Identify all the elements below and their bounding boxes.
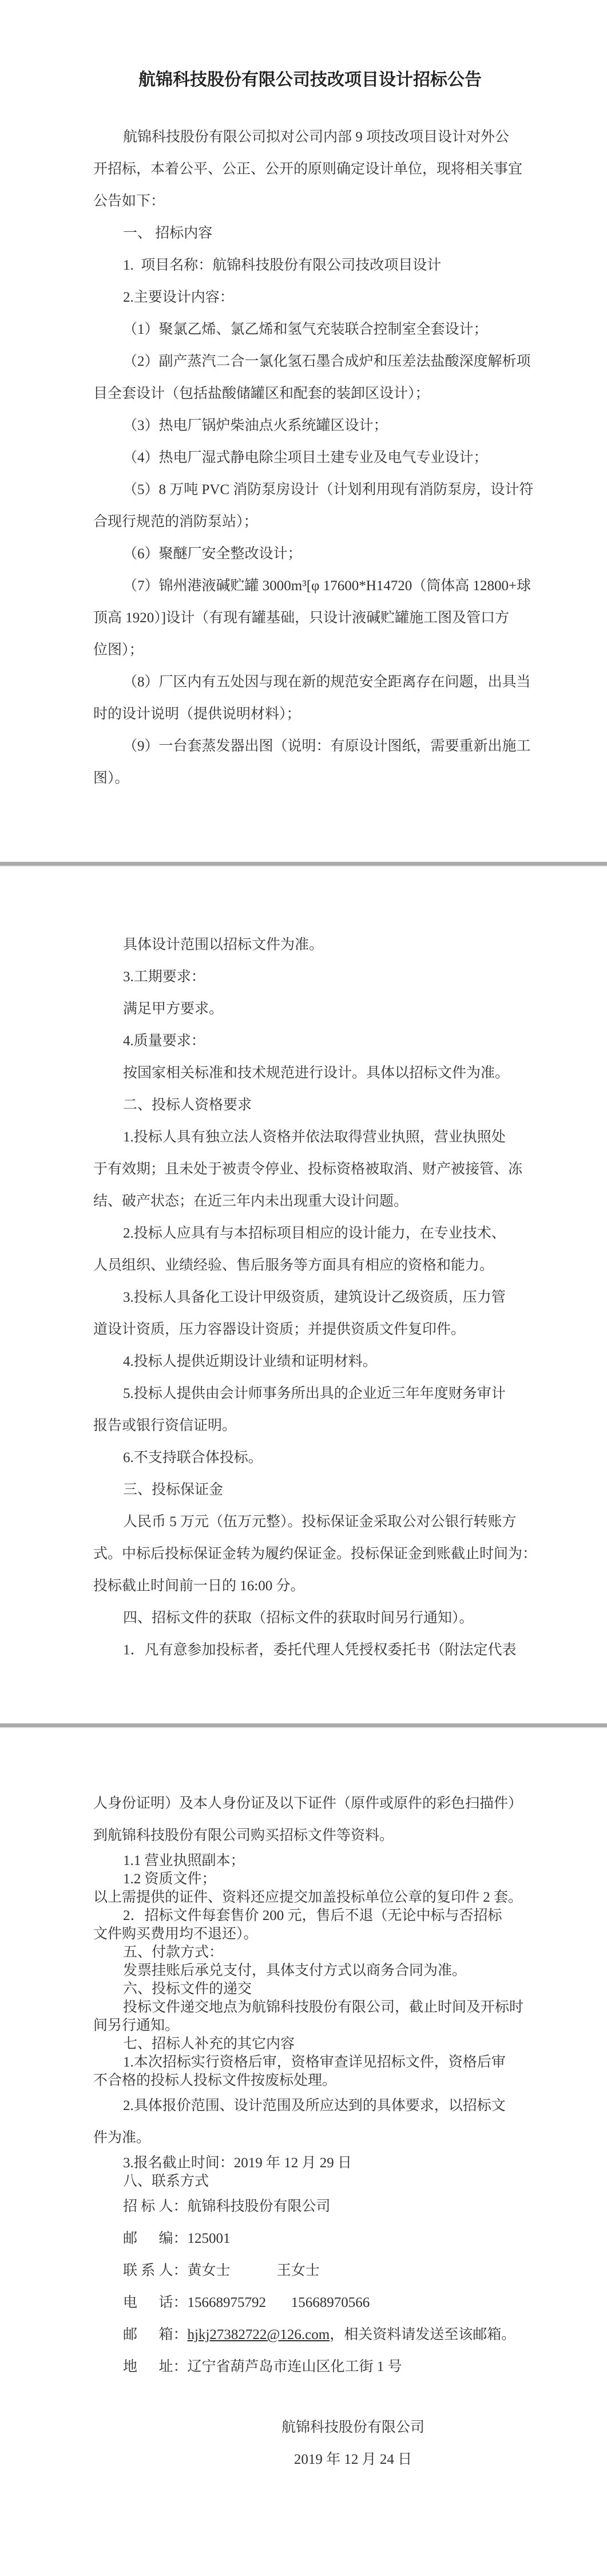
page-separator: [0, 1723, 607, 1728]
text-line: 1.1 营业执照副本；: [123, 1853, 245, 1868]
document-page-1: [0, 0, 607, 862]
text-line: 具体设计范围以招标文件为准。: [123, 937, 324, 953]
text-line: （1）聚氯乙烯、氯乙烯和氢气充装联合控制室全套设计；: [123, 322, 488, 337]
text-line: 2．招标文件每套售价 200 元，售后不退（无论中标与否招标: [123, 1908, 502, 1923]
text-line: 6.不支持联合体投标。: [123, 1450, 263, 1465]
vertical-spacer: [93, 2383, 527, 2412]
page-separator: [0, 862, 607, 867]
text-line: 人身份证明）及本人身份证及以下证件（原件或原件的彩色扫描件）: [93, 1796, 523, 1811]
text-line: 2.主要设计内容：: [123, 290, 234, 305]
text-line: 于有效期；且未处于被责令停业、投标资格被取消、财产被接管、冻: [93, 1161, 523, 1177]
document-page-2: [0, 867, 607, 1723]
text-line: 位图）；: [93, 642, 144, 658]
text-line: 1.2 资质文件；: [123, 1871, 216, 1887]
contact-person-line: 联 系 人：黄女士 王女士: [123, 2263, 320, 2278]
text-line: 2.具体报价范围、设计范围及所应达到的具体要求，以招标文: [123, 2098, 506, 2113]
email-text: hjkj27382722@126.com: [187, 2327, 330, 2342]
text-line: 顶高 1920）]设计（有现有罐基础，只设计液碱贮罐施工图及管口方: [93, 610, 510, 626]
section-4-heading: 四、招标文件的获取（招标文件的获取时间另行通知）。: [123, 1610, 474, 1626]
text-line: 道设计资质，压力容器设计资质；并提供资质文件复印件。: [93, 1322, 466, 1337]
text-line: 合现行规范的消防泵站）；: [93, 514, 258, 530]
text-line: 到航锦科技股份有限公司购买招标文件等资料。: [93, 1828, 394, 1843]
text-line: 1.投标人具有独立法人资格并依法取得营业执照，营业执照处: [123, 1129, 506, 1145]
text-line: 以上需提供的证件、资料还应提交加盖投标单位公章的复印件 2 套。: [93, 1890, 523, 1905]
text-segment: 邮 箱：: [123, 2327, 188, 2342]
text-line: （2）副产蒸汽二合一氯化氢石墨合成炉和压差法盐酸深度解析项: [123, 354, 531, 369]
text-line: 开招标，本着公平、公正、公开的原则确定设计单位，现将相关事宜: [93, 161, 523, 177]
text-line: 4.投标人提供近期设计业绩和证明材料。: [123, 1354, 377, 1369]
document-page-3: [0, 1728, 607, 2576]
signature-company: 航锦科技股份有限公司: [281, 2420, 424, 2435]
address-line: 地 址：辽宁省葫芦岛市连山区化工街 1 号: [123, 2359, 402, 2374]
tenderee-line: 招 标 人：航锦科技股份有限公司: [123, 2199, 331, 2214]
text-line: 1．凡有意参加投标者，委托代理人凭授权委托书（附法定代表: [123, 1642, 517, 1658]
text-line: 1. 项目名称：航锦科技股份有限公司技改项目设计: [123, 258, 442, 273]
text-line: 报告或银行资信证明。: [93, 1418, 237, 1433]
text-line: 结、破产状态；在近三年内未出现重大设计问题。: [93, 1194, 408, 1209]
document-title: 航锦科技股份有限公司技改项目设计招标公告: [138, 70, 482, 89]
section-5-heading: 五、付款方式：: [123, 1945, 224, 1960]
signature-date: 2019 年 12 月 24 日: [293, 2452, 412, 2467]
text-line: （3）热电厂锅炉柴油点火系统罐区设计；: [123, 418, 388, 433]
section-6-heading: 六、投标文件的递交: [123, 1981, 252, 1997]
phone-line: 电 话：15668975792 15668970566: [123, 2295, 370, 2310]
postal-code-line: 邮 编：125001: [123, 2231, 231, 2246]
text-line: 投标截止时间前一日的 16:00 分。: [93, 1578, 305, 1594]
text-line: 目全套设计（包括盐酸储罐区和配套的装卸区设计）；: [93, 386, 430, 401]
text-line: 发票挂账后承兑支付，具体支付方式以商务合同为准。: [123, 1963, 467, 1978]
text-line: 图）。: [93, 771, 129, 786]
section-3-heading: 三、投标保证金: [123, 1482, 224, 1498]
text-line: 不合格的投标人投标文件按废标处理。: [93, 2073, 337, 2088]
section-1-heading: 一、 招标内容: [123, 226, 213, 241]
text-line: 投标文件递交地点为航锦科技股份有限公司，截止时间及开标时: [123, 2000, 524, 2015]
text-line: 间另行通知。: [93, 2018, 180, 2033]
section-7-heading: 七、招标人补充的其它内容: [123, 2036, 295, 2052]
text-line: 人员组织、业绩经验、售后服务等方面具有相应的资格和能力。: [93, 1258, 494, 1273]
text-line: 公告如下：: [93, 193, 165, 209]
registration-deadline-line: 3.报名截止时间：2019 年 12 月 29 日: [123, 2155, 352, 2171]
text-line: 2.投标人应具有与本招标项目相应的设计能力，在专业技术、: [123, 1226, 506, 1241]
text-line: 件为准。: [93, 2130, 151, 2146]
text-line: （8）厂区内有五处因与现在新的规范安全距离存在问题，出具当: [123, 674, 531, 690]
text-line: 5.投标人提供由会计师事务所出具的企业近三年年度财务审计: [123, 1386, 506, 1401]
text-line: 满足甲方要求。: [123, 1001, 224, 1017]
text-line: 4.质量要求：: [123, 1033, 205, 1049]
text-line: （7）锦州港液碱贮罐 3000m³[φ 17600*H14720（筒体高 12800+球: [123, 578, 531, 594]
text-line: 1.本次招标实行资格后审，资格审查详见招标文件，资格后审: [123, 2055, 506, 2070]
section-2-heading: 二、投标人资格要求: [123, 1097, 252, 1113]
text-line: 文件购买费用均不退还）。: [93, 1926, 258, 1942]
text-line: 3.投标人具备化工设计甲级资质，建筑设计乙级资质，压力管: [123, 1290, 506, 1305]
text-line: （9）一台套蒸发器出图（说明：有原设计图纸，需要重新出施工: [123, 738, 531, 754]
text-line: （5）8 万吨 PVC 消防泵房设计（计划利用现有消防泵房，设计符: [123, 482, 534, 497]
text-segment: ，相关资料请发送至该邮箱。: [330, 2327, 516, 2342]
text-line: 3.工期要求：: [123, 969, 205, 985]
text-line: 人民币 5 万元（伍万元整）。投标保证金采取公对公银行转账方: [123, 1514, 517, 1530]
email-line: [93, 2319, 527, 2351]
section-8-heading: 八、联系方式: [123, 2174, 209, 2189]
text-line: （4）热电厂湿式静电除尘项目土建专业及电气专业设计；: [123, 450, 488, 465]
text-line: 按国家相关标准和技术规范进行设计。具体以招标文件为准。: [123, 1065, 510, 1081]
text-line: 式。中标后投标保证金转为履约保证金。投标保证金到账截止时间为：: [93, 1546, 537, 1562]
text-line: （6）聚醚厂安全整改设计；: [123, 546, 302, 562]
text-line: 时的设计说明（提供说明材料）；: [93, 706, 301, 722]
text-line: 航锦科技股份有限公司拟对公司内部 9 项技改项目设计对外公: [123, 129, 510, 145]
